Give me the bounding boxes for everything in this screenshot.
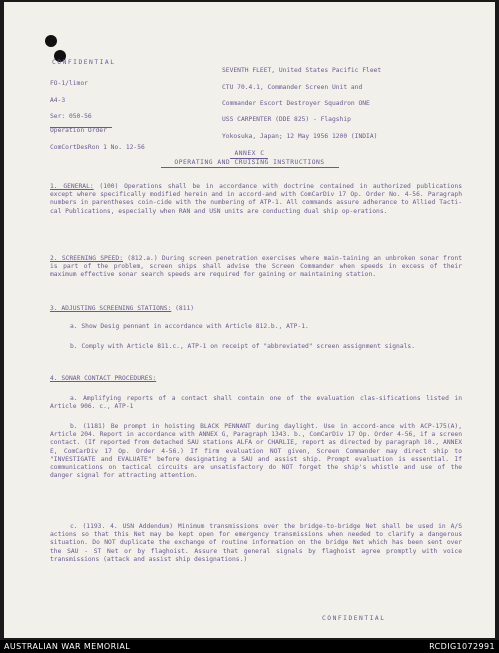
underline-rule (50, 127, 112, 128)
serial-number: Ser: 050-56 (50, 113, 92, 121)
institution-name: AUSTRALIAN WAR MEMORIAL (4, 642, 131, 651)
section-text: (100) Operations shall be in accordance with doctrine contained in authorized publications except where specifically modified herein and in accord-and with ComCarDiv 17 Op. Order No. 4-56. Paragraph numbers in parentheses coin-cide with the numbering of ATP-1. All commands assure adherance to Allied Tacti-cal Publications, especially when RAN and USN units are conducting dual ship op-erations. (50, 183, 463, 215)
originator-line: USS CARPENTER (DDE 825) - Flagship (222, 116, 351, 124)
section-ref: (811) (175, 305, 195, 312)
section-text: (812.a.) During screen penetration exercises where main-taining an unbroken sonar front is part of the problem, screen ships shall advise the Screen Commander when speeds in excess of their maximum effective sonar search speeds are required for gaining or maintaining station. (50, 255, 462, 279)
section-sonar-contact (50, 375, 462, 383)
annex-title: ANNEX C (234, 150, 265, 157)
archive-footer (0, 640, 499, 653)
paragraph-3a: a. Show Desig pennant in accordance with Article 812.b., ATP-1. (70, 323, 309, 330)
section-heading: 4. SONAR CONTACT PROCEDURES: (50, 375, 157, 382)
section-general (50, 183, 462, 216)
classification-bottom: CONFIDENTIAL (322, 615, 386, 622)
paragraph-3b: b. Comply with Article 811.c., ATP-1 on receipt of "abbreviated" screen assignment signals. (70, 343, 415, 350)
annex-subtitle: OPERATING AND CRUISING INSTRUCTIONS (174, 159, 325, 166)
originator-line: CTU 70.4.1, Commander Screen Unit and (222, 83, 363, 91)
document-code: A4-3 (50, 96, 66, 104)
underline-rule (161, 167, 339, 168)
originator-block (222, 59, 482, 149)
originator-line: Yokosuka, Japan; 12 May 1956 1200 (INDIA) (222, 132, 378, 140)
paragraph-4c: c. (1193. 4. USN Addendum) Minimum transmissions over the bridge-to-bridge Net shall be used in A/S actions so that this Net may be kept open for emergency transmissions when needed to clarify a dangerous situation. Do NOT duplicate the exchange of routine information on the bridge Net which has been sent over the SAU - ST Net or by flaghoist. Assure that general signals by flaghoist agree promptly with voice transmissions (attack and assist ship designations.) (50, 523, 462, 563)
operation-order-label: Operation Order (50, 127, 107, 135)
file-reference: FO-1/limor (50, 80, 88, 88)
section-heading: 2. SCREENING SPEED: (50, 255, 124, 262)
punch-hole (45, 35, 57, 47)
document-page (4, 2, 495, 638)
originator-line: Commander Escort Destroyer Squadron ONE (222, 100, 370, 108)
section-heading: 1. GENERAL: (50, 183, 94, 190)
operation-order-number: ComCortDesRon 1 No. 12-56 (50, 143, 145, 151)
paragraph-4b: b. (1181) Be prompt in hoisting BLACK PENNANT during daylight. Use in accord-ance with ACP-175(A), Article 204. Report in accordance with ANNEX G, Paragraph 1343. b., ComCarDiv 17 Op. Order 4-56, if a screen contact. (If reported from detached SAU stations ALFA or CHARLIE, report as directed by paragraph 10., ANNEX E, ComCarDiv 17 Op. Order 4-56.) If firm evaluation NOT given, Screen Commander may direct ship to "INVESTIGATE and EVALUATE" before designating a SAU and assist ship. Prompt evaluation is essential. If communications on tactical circuits are unsatisfactory do NOT forget the ship's whistle and use of the danger signal for attracting attention. (50, 423, 462, 480)
section-heading: 3. ADJUSTING SCREENING STATIONS: (50, 305, 172, 312)
classification-top: CONFIDENTIAL (52, 59, 116, 66)
section-screening-speed (50, 255, 462, 280)
paragraph-4a: a. Amplifying reports of a contact shall contain one of the evaluation clas-sifications listed in Article 906. c., ATP-1 (50, 395, 462, 411)
section-adjusting-stations (50, 305, 462, 313)
originator-line: SEVENTH FLEET, United States Pacific Fleet (222, 67, 382, 75)
item-id: RCDIG1072991 (429, 642, 495, 651)
